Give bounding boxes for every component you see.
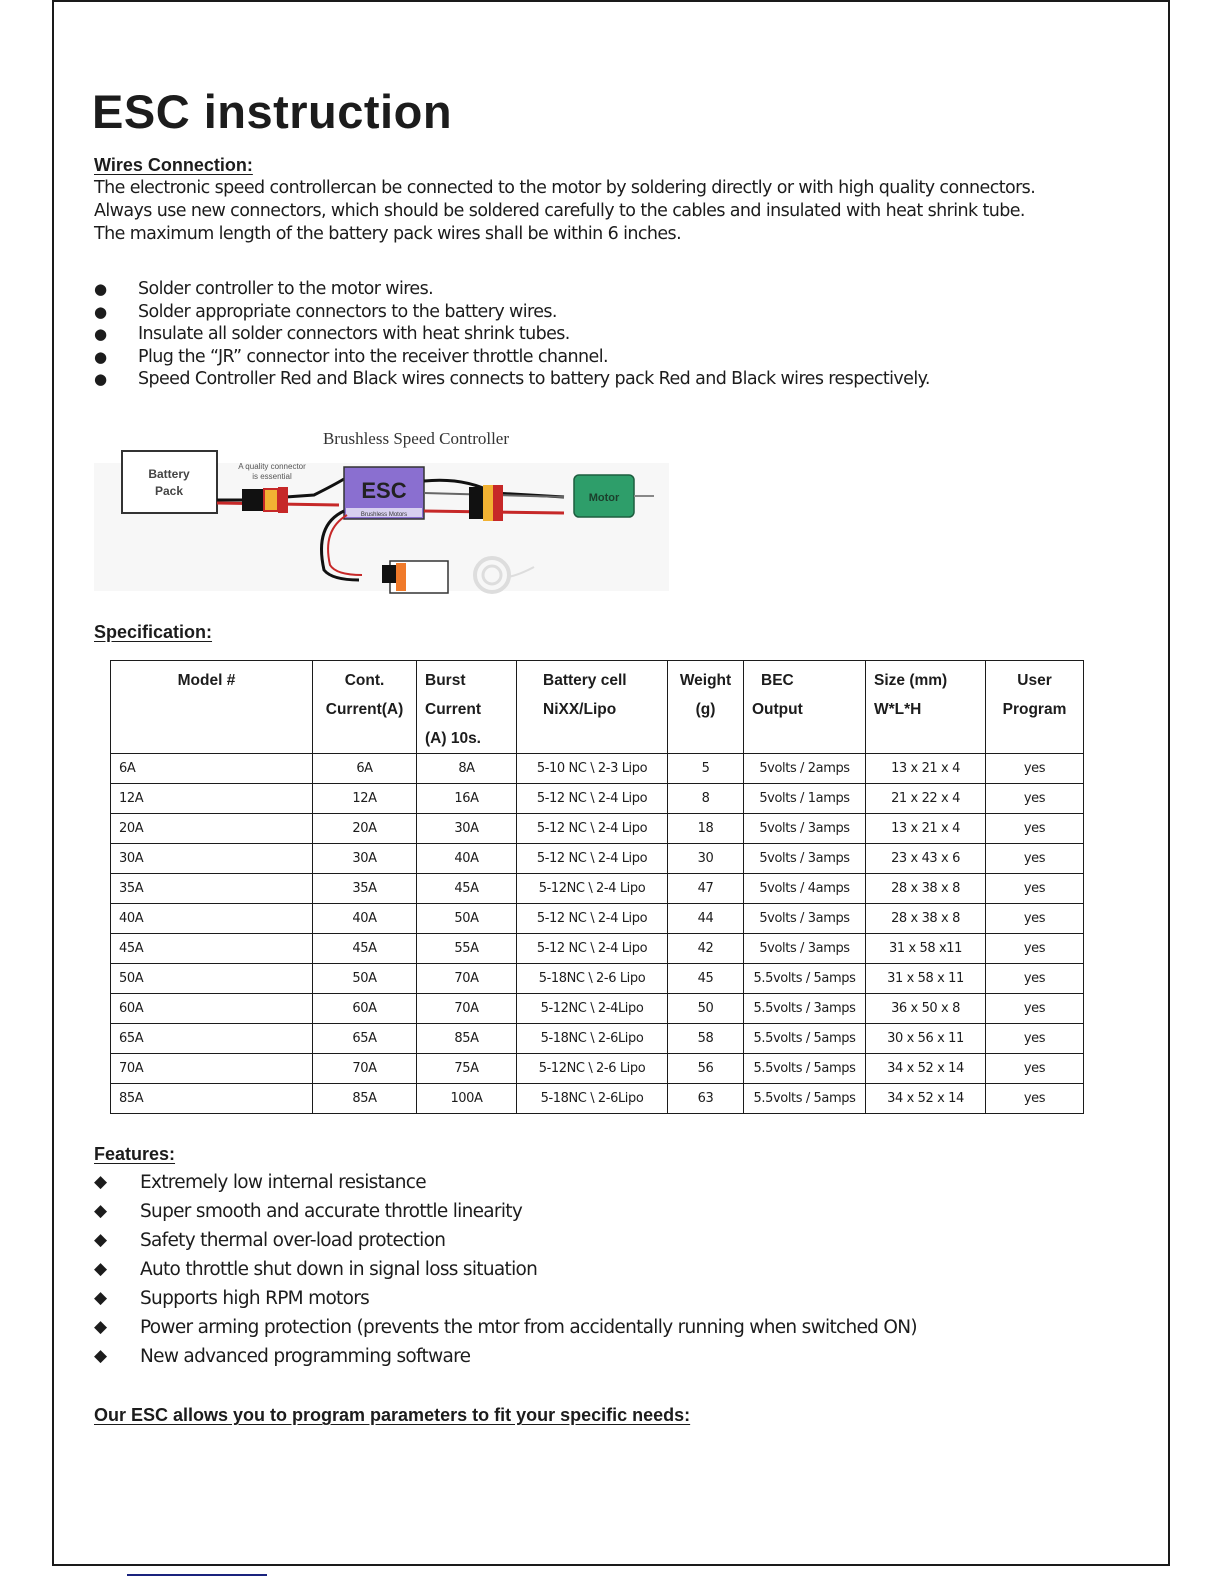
table-cell: 40A bbox=[111, 904, 313, 934]
bullet-dot-icon: ● bbox=[94, 325, 107, 343]
table-row bbox=[111, 754, 1084, 784]
esc-label: ESC bbox=[361, 478, 407, 503]
table-cell: 85A bbox=[111, 1084, 313, 1114]
table-cell: 5volts / 3amps bbox=[744, 934, 866, 964]
table-cell: 16A bbox=[417, 784, 517, 814]
table-cell: yes bbox=[986, 964, 1084, 994]
table-header-row bbox=[111, 661, 1084, 754]
table-cell: 36 x 50 x 8 bbox=[866, 994, 986, 1024]
diamond-bullet-icon: ◆ bbox=[94, 1259, 107, 1279]
table-cell: 6A bbox=[313, 754, 417, 784]
table-cell: 5volts / 3amps bbox=[744, 814, 866, 844]
list-item: ◆ Auto throttle shut down in signal loss situation bbox=[94, 1255, 917, 1284]
table-cell: 45A bbox=[417, 874, 517, 904]
table-cell: yes bbox=[986, 1024, 1084, 1054]
table-cell: 5volts / 3amps bbox=[744, 844, 866, 874]
table-cell: 65A bbox=[313, 1024, 417, 1054]
table-cell: 30 x 56 x 11 bbox=[866, 1024, 986, 1054]
table-cell: 5 bbox=[668, 754, 744, 784]
table-cell: 5-12 NC \ 2-4 Lipo bbox=[517, 844, 668, 874]
table-cell: 70A bbox=[313, 1054, 417, 1084]
table-cell: 5-12 NC \ 2-4 Lipo bbox=[517, 814, 668, 844]
table-cell: 21 x 22 x 4 bbox=[866, 784, 986, 814]
table-row bbox=[111, 784, 1084, 814]
diamond-bullet-icon: ◆ bbox=[94, 1288, 107, 1308]
svg-text:Pack: Pack bbox=[154, 484, 184, 498]
diamond-bullet-icon: ◆ bbox=[94, 1317, 107, 1337]
table-cell: 85A bbox=[417, 1024, 517, 1054]
table-cell: 40A bbox=[417, 844, 517, 874]
table-cell: 18 bbox=[668, 814, 744, 844]
bullet-dot-icon: ● bbox=[94, 280, 107, 298]
paragraph-line: The electronic speed controllercan be connected to the motor by soldering directly or with high quality connectors. bbox=[94, 178, 1036, 198]
table-cell: 56 bbox=[668, 1054, 744, 1084]
paragraph-line: Always use new connectors, which should be soldered carefully to the cables and insulated with heat shrink tube. bbox=[94, 201, 1025, 221]
svg-text:is essential: is essential bbox=[252, 472, 292, 481]
table-cell: 50A bbox=[111, 964, 313, 994]
wires-connection-heading: Wires Connection: bbox=[94, 155, 253, 175]
table-cell: 45A bbox=[313, 934, 417, 964]
list-item: ◆ Power arming protection (prevents the mtor from accidentally running when switched ON) bbox=[94, 1313, 917, 1342]
features-heading: Features: bbox=[94, 1144, 176, 1164]
table-row bbox=[111, 844, 1084, 874]
table-cell: 31 x 58 x11 bbox=[866, 934, 986, 964]
table-cell: 30A bbox=[111, 844, 313, 874]
table-cell: 13 x 21 x 4 bbox=[866, 754, 986, 784]
table-cell: 50A bbox=[313, 964, 417, 994]
column-header-bec-output: BEC Output bbox=[744, 661, 866, 754]
table-row bbox=[111, 1054, 1084, 1084]
table-cell: 31 x 58 x 11 bbox=[866, 964, 986, 994]
document-title: ESC instruction bbox=[92, 85, 453, 138]
table-cell: 35A bbox=[111, 874, 313, 904]
table-cell: 5.5volts / 3amps bbox=[744, 994, 866, 1024]
bullet-dot-icon: ● bbox=[94, 302, 107, 321]
program-parameters-heading: Our ESC allows you to program parameters to fit your specific needs: bbox=[94, 1405, 691, 1425]
table-cell: 45 bbox=[668, 964, 744, 994]
specification-table bbox=[110, 660, 1084, 1114]
table-cell: 5-12NC \ 2-4Lipo bbox=[517, 994, 668, 1024]
table-cell: 50A bbox=[417, 904, 517, 934]
column-header-model: Model # bbox=[111, 661, 313, 754]
table-cell: 40A bbox=[313, 904, 417, 934]
table-cell: yes bbox=[986, 1054, 1084, 1084]
table-cell: 35A bbox=[313, 874, 417, 904]
table-cell: 20A bbox=[111, 814, 313, 844]
svg-text:Battery: Battery bbox=[148, 467, 190, 481]
features-list bbox=[94, 1168, 917, 1371]
list-item: ◆ Supports high RPM motors bbox=[94, 1284, 917, 1313]
bullet-dot-icon: ● bbox=[94, 347, 107, 366]
list-item: ● Solder appropriate connectors to the battery wires. bbox=[94, 301, 557, 322]
table-cell: 42 bbox=[668, 934, 744, 964]
table-cell: 75A bbox=[417, 1054, 517, 1084]
table-cell: 5-12NC \ 2-6 Lipo bbox=[517, 1054, 668, 1084]
list-item: ● Plug the “JR” connector into the receiver throttle channel. bbox=[94, 346, 608, 367]
diamond-bullet-icon: ◆ bbox=[94, 1172, 107, 1192]
column-header-weight: Weight (g) bbox=[668, 661, 744, 754]
wires-connection-paragraph bbox=[94, 177, 1154, 246]
paragraph-line: The maximum length of the battery pack wires shall be within 6 inches. bbox=[94, 224, 682, 244]
column-header-size: Size (mm) W*L*H bbox=[866, 661, 986, 754]
table-cell: 6A bbox=[111, 754, 313, 784]
table-cell: 8 bbox=[668, 784, 744, 814]
table-cell: yes bbox=[986, 994, 1084, 1024]
table-cell: 47 bbox=[668, 874, 744, 904]
table-cell: 44 bbox=[668, 904, 744, 934]
table-cell: 85A bbox=[313, 1084, 417, 1114]
table-cell: 8A bbox=[417, 754, 517, 784]
table-cell: 5-12 NC \ 2-4 Lipo bbox=[517, 784, 668, 814]
column-header-burst-current: Burst Current (A) 10s. bbox=[417, 661, 517, 754]
table-cell: 34 x 52 x 14 bbox=[866, 1054, 986, 1084]
specification-heading: Specification: bbox=[94, 622, 213, 642]
table-cell: 34 x 52 x 14 bbox=[866, 1084, 986, 1114]
list-item: ● Solder controller to the motor wires. bbox=[94, 279, 434, 299]
motor-label: Motor bbox=[588, 492, 620, 504]
table-cell: 5.5volts / 5amps bbox=[744, 964, 866, 994]
table-row bbox=[111, 1024, 1084, 1054]
table-cell: 70A bbox=[417, 994, 517, 1024]
table-cell: 60A bbox=[313, 994, 417, 1024]
svg-text:Brushless Motors: Brushless Motors bbox=[360, 512, 408, 518]
table-cell: yes bbox=[986, 874, 1084, 904]
table-cell: 50 bbox=[668, 994, 744, 1024]
table-cell: 5-12NC \ 2-4 Lipo bbox=[517, 874, 668, 904]
table-row bbox=[111, 964, 1084, 994]
table-cell: 20A bbox=[313, 814, 417, 844]
column-header-user-program: User Program bbox=[986, 661, 1084, 754]
table-cell: 13 x 21 x 4 bbox=[866, 814, 986, 844]
wiring-steps-list bbox=[94, 278, 930, 391]
footer-link-underline[interactable] bbox=[127, 1574, 267, 1576]
table-cell: 5.5volts / 5amps bbox=[744, 1084, 866, 1114]
table-cell: 12A bbox=[313, 784, 417, 814]
table-cell: yes bbox=[986, 814, 1084, 844]
diamond-bullet-icon: ◆ bbox=[94, 1230, 107, 1250]
table-cell: 100A bbox=[417, 1084, 517, 1114]
list-item: ◆ Extremely low internal resistance bbox=[94, 1168, 917, 1197]
table-cell: 55A bbox=[417, 934, 517, 964]
table-row bbox=[111, 1084, 1084, 1114]
esc-wiring-diagram bbox=[94, 425, 669, 605]
list-item: ● Insulate all solder connectors with heat shrink tubes. bbox=[94, 324, 570, 344]
table-cell: 60A bbox=[111, 994, 313, 1024]
list-item: ◆ New advanced programming software bbox=[94, 1342, 917, 1371]
table-row bbox=[111, 874, 1084, 904]
table-cell: 5-10 NC \ 2-3 Lipo bbox=[517, 754, 668, 784]
table-cell: 5volts / 4amps bbox=[744, 874, 866, 904]
list-item: ◆ Super smooth and accurate throttle linearity bbox=[94, 1197, 917, 1226]
table-cell: 5.5volts / 5amps bbox=[744, 1024, 866, 1054]
table-cell: 12A bbox=[111, 784, 313, 814]
table-cell: 5volts / 3amps bbox=[744, 904, 866, 934]
table-cell: 23 x 43 x 6 bbox=[866, 844, 986, 874]
table-cell: yes bbox=[986, 1084, 1084, 1114]
table-cell: 63 bbox=[668, 1084, 744, 1114]
table-cell: yes bbox=[986, 904, 1084, 934]
diagram-title: Brushless Speed Controller bbox=[322, 429, 510, 448]
table-cell: 65A bbox=[111, 1024, 313, 1054]
table-cell: 30 bbox=[668, 844, 744, 874]
table-cell: yes bbox=[986, 784, 1084, 814]
table-cell: 30A bbox=[417, 814, 517, 844]
table-cell: yes bbox=[986, 934, 1084, 964]
table-cell: yes bbox=[986, 844, 1084, 874]
table-cell: 70A bbox=[111, 1054, 313, 1084]
table-row bbox=[111, 814, 1084, 844]
diamond-bullet-icon: ◆ bbox=[94, 1201, 107, 1221]
table-cell: 5-18NC \ 2-6Lipo bbox=[517, 1084, 668, 1114]
table-row bbox=[111, 904, 1084, 934]
table-row bbox=[111, 934, 1084, 964]
list-item: ◆ Safety thermal over-load protection bbox=[94, 1226, 917, 1255]
table-cell: 5.5volts / 5amps bbox=[744, 1054, 866, 1084]
diamond-bullet-icon: ◆ bbox=[94, 1346, 107, 1366]
table-cell: yes bbox=[986, 754, 1084, 784]
table-cell: 5volts / 2amps bbox=[744, 754, 866, 784]
table-cell: 30A bbox=[313, 844, 417, 874]
table-body bbox=[111, 754, 1084, 1114]
table-cell: 5-18NC \ 2-6 Lipo bbox=[517, 964, 668, 994]
column-header-cont-current: Cont. Current(A) bbox=[313, 661, 417, 754]
battery-pack-box bbox=[122, 451, 217, 513]
svg-text:A quality connector: A quality connector bbox=[238, 462, 306, 471]
table-cell: 5-18NC \ 2-6Lipo bbox=[517, 1024, 668, 1054]
table-cell: 28 x 38 x 8 bbox=[866, 904, 986, 934]
column-header-battery-cell: Battery cell NiXX/Lipo bbox=[517, 661, 668, 754]
list-item: ● Speed Controller Red and Black wires connects to battery pack Red and Black wires respectively. bbox=[94, 369, 930, 389]
table-cell: 5-12 NC \ 2-4 Lipo bbox=[517, 904, 668, 934]
table-row bbox=[111, 994, 1084, 1024]
table-cell: 58 bbox=[668, 1024, 744, 1054]
table-cell: 5volts / 1amps bbox=[744, 784, 866, 814]
table-cell: 5-12 NC \ 2-4 Lipo bbox=[517, 934, 668, 964]
bullet-dot-icon: ● bbox=[94, 370, 107, 388]
table-cell: 70A bbox=[417, 964, 517, 994]
table-cell: 45A bbox=[111, 934, 313, 964]
table-cell: 28 x 38 x 8 bbox=[866, 874, 986, 904]
